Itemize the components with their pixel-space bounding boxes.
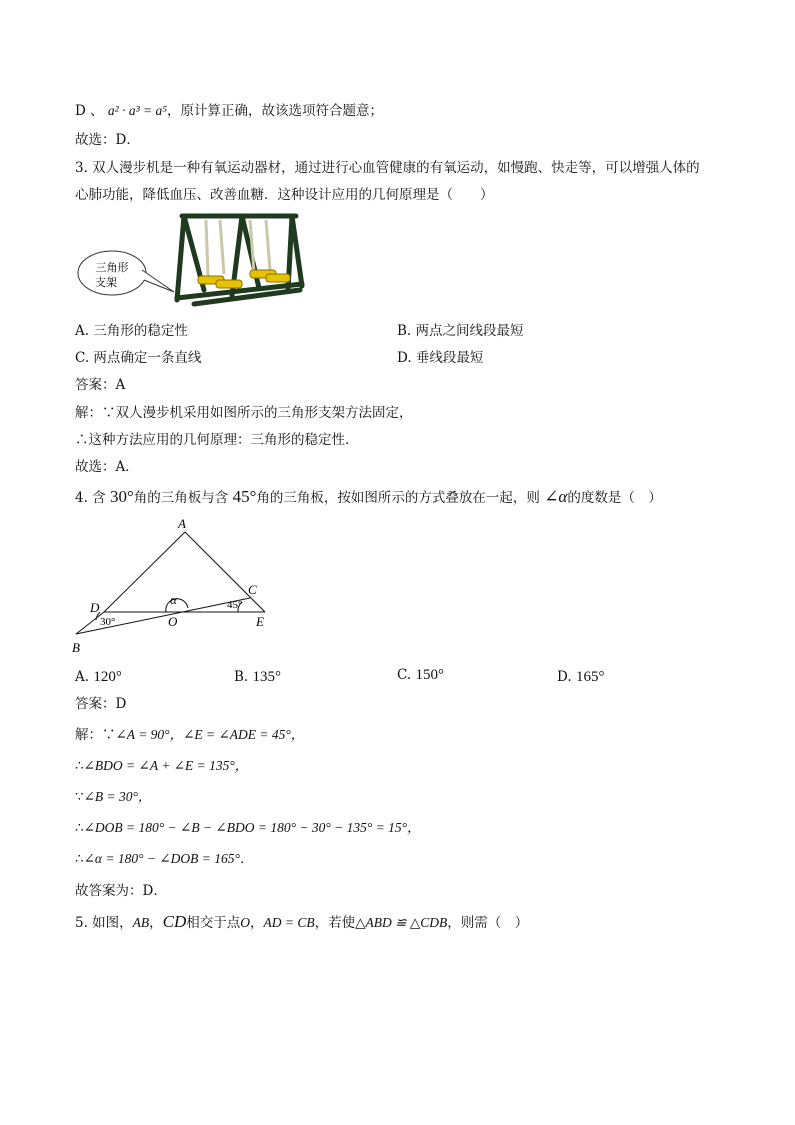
label-a: A xyxy=(178,516,186,531)
angle-alpha: ∠α xyxy=(544,487,568,506)
q5-stem: 5. 如图，AB，CD相交于点O，AD = CB，若使△ABD ≌ △CDB，则需（ ） xyxy=(75,912,529,931)
label-e: E xyxy=(256,614,264,629)
q4-option-b[interactable]: B. 135° xyxy=(234,669,282,685)
q3-option-d[interactable]: D. 垂线段最短 xyxy=(397,350,484,366)
callout-text-line2: 支架 xyxy=(95,277,117,289)
machine-frame xyxy=(177,216,302,304)
label-b: B xyxy=(72,640,80,655)
q3-option-b[interactable]: B. 两点之间线段最短 xyxy=(397,323,524,339)
label-c: C xyxy=(248,582,257,597)
callout-text-line1: 三角形 xyxy=(95,262,129,274)
q2-answer: 故选：D． xyxy=(75,132,140,148)
label-o: O xyxy=(168,614,178,629)
q4-conclusion: 故答案为：D． xyxy=(75,883,167,899)
q3-answer: 答案：A xyxy=(75,377,126,393)
q3-option-a[interactable]: A. 三角形的稳定性 xyxy=(75,323,188,339)
label-30-deg: 30° xyxy=(100,616,116,628)
q4-solution-line5: ∴∠α = 180° − ∠DOB = 165°． xyxy=(75,851,254,867)
label-45-deg: 45° xyxy=(227,599,243,611)
q4-solution-line2: ∴∠BDO = ∠A + ∠E = 135°， xyxy=(75,758,249,774)
q3-option-c[interactable]: C. 两点确定一条直线 xyxy=(75,350,202,366)
q4-answer: 答案：D xyxy=(75,696,127,712)
triangle-figure xyxy=(70,512,275,658)
formula: a² · a³ = a⁵ xyxy=(107,103,167,118)
angle-45: 45° xyxy=(232,487,257,506)
q4-option-a[interactable]: A. 120° xyxy=(75,669,122,685)
label-alpha: α xyxy=(170,592,177,607)
q4-solution-line1: 解：∵∠A = 90°，∠E = ∠ADE = 45°， xyxy=(75,727,305,743)
q3-solution-line2: ∴这种方法应用的几何原理：三角形的稳定性． xyxy=(75,432,359,448)
q4-solution-line3: ∵∠B = 30°， xyxy=(75,789,152,805)
q4-option-d[interactable]: D. 165° xyxy=(557,669,605,685)
label-d: D xyxy=(90,600,100,615)
q4-stem: 4. 含 30°角的三角板与含 45°角的三角板，按如图所示的方式叠放在一起，则 ∠α的度数是（ ） xyxy=(75,487,662,506)
q3-conclusion: 故选：A． xyxy=(75,459,139,475)
q3-stem-line2: 心肺功能，降低血压、改善血糖．这种设计应用的几何原理是（ ） xyxy=(75,187,494,203)
walking-machine-figure xyxy=(74,208,306,314)
q3-stem-line1: 3. 双人漫步机是一种有氧运动器材，通过进行心血管健康的有氧运动，如慢跑、快走等，可以增强人体的 xyxy=(75,160,700,176)
q2-option-d-line: D 、 a² · a³ = a⁵，原计算正确，故该选项符合题意； xyxy=(75,103,383,119)
q4-option-c[interactable]: C. 150° xyxy=(397,667,444,683)
angle-30: 30° xyxy=(109,487,134,506)
q3-solution-line1: 解：∵双人漫步机采用如图所示的三角形支架方法固定， xyxy=(75,405,413,421)
q4-solution-line4: ∴∠DOB = 180° − ∠B − ∠BDO = 180° − 30° − 135° = 15°， xyxy=(75,820,421,836)
